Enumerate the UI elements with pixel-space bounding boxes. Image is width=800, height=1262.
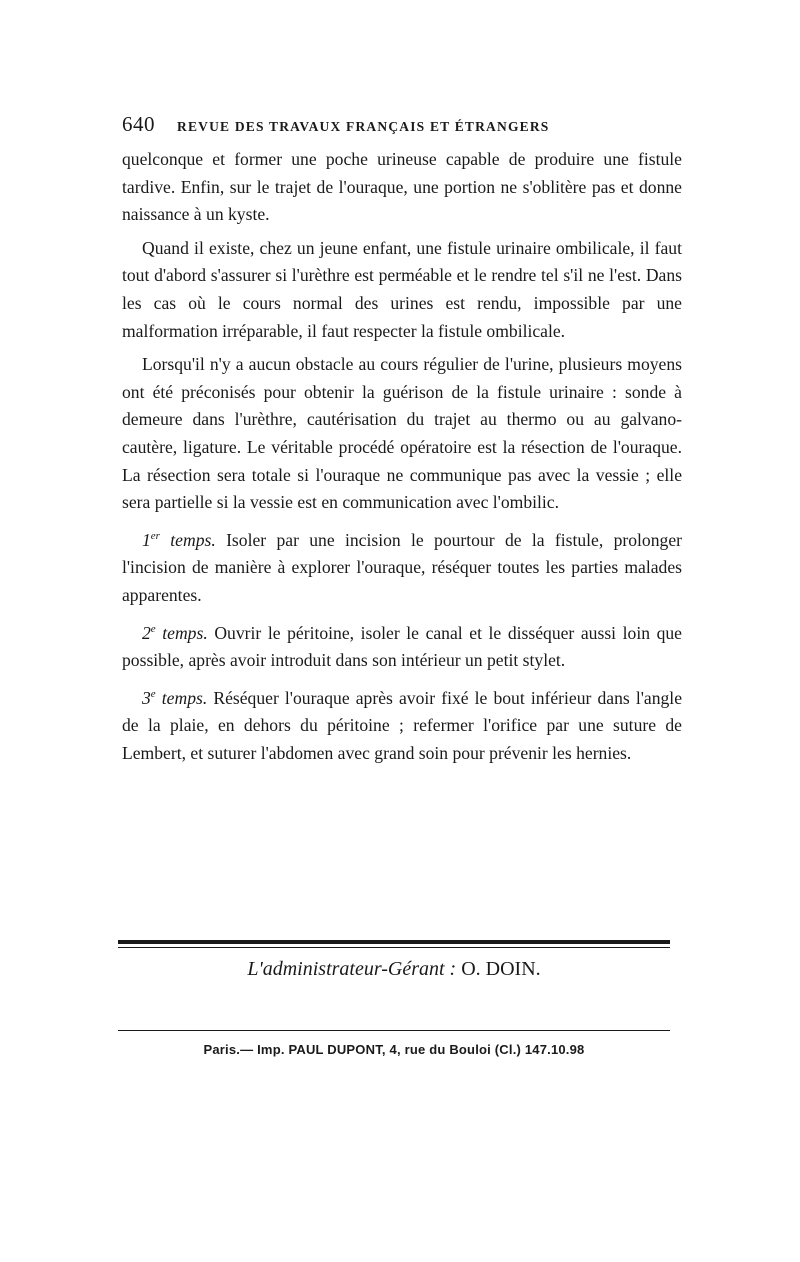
- signature-role: L'administrateur-Gérant :: [247, 958, 457, 980]
- step-1-label: [142, 530, 216, 550]
- footer-rule-thick: [118, 940, 670, 944]
- step-2-number: 2: [142, 622, 151, 643]
- body-text: [122, 146, 682, 767]
- paragraph-2: Quand il existe, chez un jeune enfant, une fistule urinaire ombilicale, il faut tout d'abord s'assurer si l'urèthre est perméable et le rendre tel s'il ne l'est. Dans les cas où le cours normal des urines est rendu, impossible par une malformation irréparable, il faut respecter la fistule ombilicale.: [122, 237, 682, 341]
- step-1-ordinal: er: [150, 529, 160, 542]
- step-2-label: [142, 623, 208, 643]
- step-3-word: temps.: [161, 687, 208, 708]
- step-3-number: 3: [142, 687, 151, 708]
- running-head: REVUE DES TRAVAUX FRANÇAIS ET ÉTRANGERS: [177, 119, 550, 134]
- page-content: [122, 112, 682, 767]
- step-1-number: 1: [142, 529, 151, 550]
- step-3-paragraph: [122, 685, 682, 768]
- signature-name: O. DOIN.: [461, 958, 541, 980]
- step-2-paragraph: [122, 620, 682, 675]
- step-3-ordinal: e: [150, 687, 156, 700]
- step-1-paragraph: [122, 527, 682, 610]
- step-1-word: temps.: [170, 529, 216, 550]
- step-2-word: temps.: [162, 622, 208, 643]
- imprint-rule: [118, 1030, 670, 1031]
- page-number: 640: [122, 112, 155, 136]
- step-1-text: Isoler par une incision le pourtour de la fistule, prolonger l'incision de manière à explorer l'ouraque, réséquer toutes les parties malades apparentes.: [122, 529, 682, 605]
- step-3-text: Réséquer l'ouraque après avoir fixé le bout inférieur dans l'angle de la plaie, en dehors du péritoine ; refermer l'orifice par une suture de Lembert, et suturer l'abdomen avec grand soin pour prévenir les hernies.: [122, 687, 683, 763]
- administrator-signature: [118, 958, 670, 981]
- paragraph-1: quelconque et former une poche urineuse capable de produire une fistule tardive. Enfin, sur le trajet de l'ouraque, une portion ne s'oblitère pas et donne naissance à un kyste.: [122, 149, 682, 225]
- step-3-label: [142, 688, 207, 708]
- paragraph-3: Lorsqu'il n'y a aucun obstacle au cours régulier de l'urine, plusieurs moyens ont été préconisés pour obtenir la guérison de la fistule urinaire : sonde à demeure dans l'urèthre, cautérisation du trajet au thermo ou au galvano-cautère, ligature. Le véritable procédé opératoire est la résection de l'ouraque. La résection sera totale si l'ouraque ne communique pas avec la vessie ; elle sera partielle si la vessie est en communication avec l'ombilic.: [122, 354, 682, 513]
- step-2-ordinal: e: [150, 622, 156, 635]
- page-header: [122, 112, 682, 146]
- step-2-text: Ouvrir le péritoine, isoler le canal et le disséquer aussi loin que possible, après avoir introduit dans son intérieur un petit stylet.: [122, 622, 682, 671]
- printer-imprint: Paris.— Imp. PAUL DUPONT, 4, rue du Bouloi (Cl.) 147.10.98: [203, 1042, 585, 1057]
- footer-rule-thin: [118, 947, 670, 948]
